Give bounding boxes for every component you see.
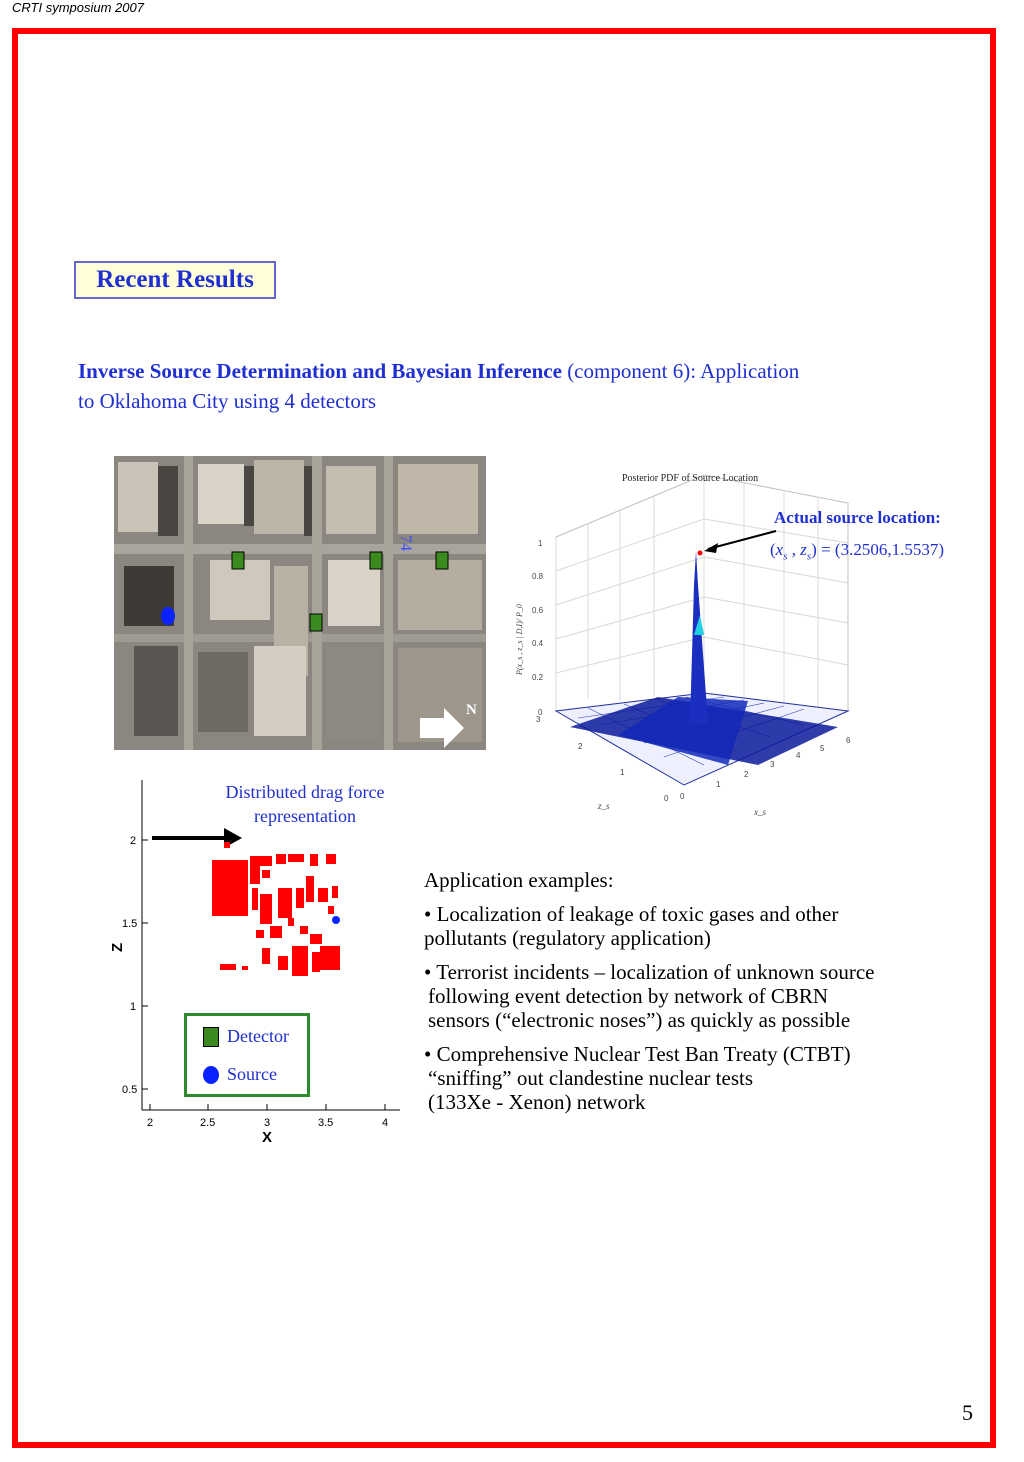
- y-tick-2: 2: [578, 742, 583, 751]
- xtick-25: 2.5: [200, 1117, 216, 1129]
- z-tick-02: 0.2: [532, 673, 544, 682]
- page-number: 5: [962, 1400, 973, 1425]
- example-item-1: [424, 902, 964, 950]
- x-tick-3: 3: [770, 760, 775, 769]
- source-swatch-icon: [203, 1066, 219, 1084]
- example-2-line-3: sensors (“electronic noses”) as quickly as possible: [428, 1008, 851, 1032]
- legend-source-label: Source: [227, 1064, 277, 1084]
- y-tick-3: 3: [536, 715, 541, 724]
- xtick-35: 3.5: [318, 1117, 334, 1129]
- y-tick-0: 0: [664, 794, 669, 803]
- plot3d-zlabel: P(x_s , z_s | D,I)/ P_0: [515, 604, 524, 675]
- x-tick-1: 1: [716, 780, 721, 789]
- x-tick-0: 0: [680, 792, 685, 801]
- intro-rest-line1: (component 6): Application: [561, 359, 800, 383]
- example-1-line-2: pollutants (regulatory application): [424, 926, 711, 950]
- section-title-box: [74, 261, 276, 299]
- north-label: N: [466, 702, 477, 718]
- plot2d-ylabel: Z: [109, 942, 126, 952]
- intro-text: [78, 356, 948, 416]
- section-title: Recent Results: [96, 266, 254, 293]
- example-3-line-2: “sniffing” out clandestine nuclear tests: [428, 1066, 754, 1090]
- callout-value: ($x_s$ , $z_s) = (3.2506,1.5537)$: [770, 540, 944, 563]
- x-tick-2: 2: [744, 770, 749, 779]
- z-tick-1: 1: [538, 539, 543, 548]
- callout-title: Actual source location:: [774, 508, 941, 527]
- xtick-3: 3: [264, 1117, 271, 1129]
- drag-force-label: [200, 780, 410, 828]
- plot3d-title: Posterior PDF of Source Location: [622, 473, 759, 484]
- x-tick-5: 5: [820, 744, 825, 753]
- ytick-1: 1: [130, 1001, 137, 1013]
- x-tick-4: 4: [796, 751, 801, 760]
- example-2-line-1: • Terrorist incidents – localization of unknown source: [424, 960, 875, 984]
- drag-label-line2: representation: [254, 806, 356, 826]
- example-3-line-3: (133Xe - Xenon) network: [428, 1090, 646, 1114]
- xtick-2: 2: [147, 1117, 154, 1129]
- z-tick-08: 0.8: [532, 572, 544, 581]
- examples-heading: Application examples:: [424, 868, 614, 892]
- example-item-2: [424, 960, 964, 1032]
- legend-detector: [203, 1026, 289, 1047]
- conference-header: CRTI symposium 2007: [12, 0, 144, 15]
- intro-rest-line2: to Oklahoma City using 4 detectors: [78, 389, 377, 413]
- xtick-4: 4: [382, 1117, 389, 1129]
- ytick-05: 0.5: [122, 1084, 138, 1096]
- label-74: 74: [397, 535, 414, 551]
- aerial-photo: [114, 456, 486, 750]
- drag-label-line1: Distributed drag force: [225, 782, 385, 802]
- plot3d-xlabel: x_s: [754, 807, 766, 817]
- example-2-line-2: following event detection by network of CBRN: [428, 984, 829, 1008]
- callout-coords: = (3.2506,1.5537): [821, 540, 944, 559]
- legend: [184, 1013, 310, 1097]
- example-1-line-1: • Localization of leakage of toxic gases and other: [424, 902, 839, 926]
- y-tick-1: 1: [620, 768, 625, 777]
- legend-source: [203, 1064, 277, 1085]
- x-tick-6: 6: [846, 736, 851, 745]
- z-tick-04: 0.4: [532, 639, 544, 648]
- z-tick-0: 0: [538, 708, 543, 717]
- application-examples: [424, 868, 964, 1124]
- intro-bold: Inverse Source Determination and Bayesian Inference: [78, 359, 562, 383]
- plot2d-xlabel: X: [262, 1129, 273, 1146]
- example-item-3: [424, 1042, 964, 1114]
- ytick-2: 2: [130, 835, 137, 847]
- ytick-15: 1.5: [122, 918, 138, 930]
- legend-detector-label: Detector: [227, 1026, 289, 1046]
- detector-swatch-icon: [203, 1027, 219, 1047]
- z-tick-06: 0.6: [532, 606, 544, 615]
- plot3d-ylabel: z_s: [598, 801, 610, 811]
- example-3-line-1: • Comprehensive Nuclear Test Ban Treaty (CTBT): [424, 1042, 851, 1066]
